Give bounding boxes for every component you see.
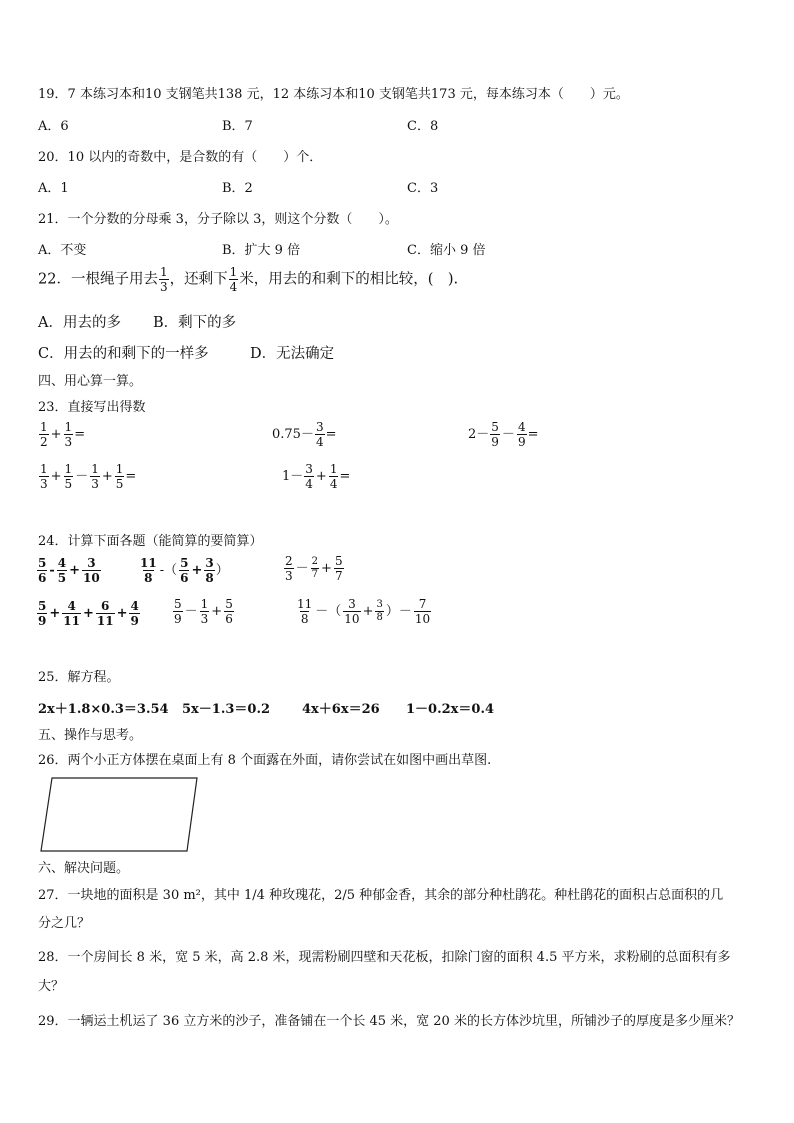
fraction-denominator: 8 (144, 571, 153, 585)
q27-line-1: 27．一块地的面积是 30 m²，其中 1/4 种玫瑰花，2/5 种郁金香，其余的部分种杜鹃花。种杜鹃花的面积占总面积的几 (38, 888, 724, 903)
q23-expr-5 (282, 463, 350, 490)
fraction-numerator: 7 (418, 597, 427, 611)
fraction (414, 598, 431, 625)
fraction-numerator: 1 (40, 462, 48, 476)
fraction-numerator: 4 (130, 599, 139, 613)
fraction-denominator: 5 (115, 477, 124, 491)
q22-suffix: 米，用去的和剩下的相比较，( ). (239, 271, 459, 288)
q24-expr-5 (172, 598, 235, 625)
fraction-numerator: 1 (91, 462, 99, 476)
operator: + (211, 604, 223, 619)
fraction (329, 463, 339, 490)
fraction (64, 421, 74, 448)
q23-expr-1 (38, 421, 85, 448)
fraction (82, 557, 101, 584)
fraction-denominator: 6 (38, 571, 47, 585)
expr-lead: 1－ (282, 469, 304, 484)
fraction-numerator: 2 (311, 556, 319, 567)
q26-parallelogram-figure (37, 776, 207, 854)
fraction (39, 421, 49, 448)
q27-line-2: 分之几？ (38, 916, 91, 931)
operator: + (69, 563, 81, 578)
fraction (490, 421, 500, 448)
fraction-numerator: 3 (348, 597, 356, 611)
fraction-denominator: 11 (63, 614, 80, 628)
fraction-numerator: 5 (225, 597, 233, 611)
fraction-denominator: 10 (83, 571, 100, 585)
fraction-numerator: 4 (517, 420, 526, 434)
fraction-numerator: 11 (140, 556, 157, 570)
q22-option-b: B．剩下的多 (153, 315, 237, 331)
q20-option-a: A．1 (38, 181, 69, 196)
fraction-denominator: 3 (40, 477, 48, 491)
fraction (96, 600, 115, 627)
fraction-denominator: 8 (205, 571, 214, 585)
q20-option-c: C．3 (407, 181, 439, 196)
fraction-numerator: 5 (38, 599, 47, 613)
expr-lead: 0.75－ (272, 427, 314, 442)
fraction-denominator: 7 (311, 569, 319, 580)
operator: + (50, 427, 62, 442)
q24-expr-3 (283, 555, 345, 582)
operator: － (184, 604, 198, 619)
operator: － (75, 469, 89, 484)
operator: + (191, 563, 203, 578)
q19-option-c: C．8 (407, 119, 439, 134)
q19-option-b: B．7 (222, 119, 253, 134)
fraction (204, 557, 214, 584)
q24-expr-1 (36, 557, 102, 584)
fraction-denominator: 3 (64, 435, 73, 449)
q23-expr-2 (272, 421, 337, 448)
fraction (129, 600, 139, 627)
fraction-denominator: 6 (225, 612, 233, 626)
fraction (37, 600, 47, 627)
fraction-denominator: 4 (305, 477, 313, 491)
fraction-numerator: 3 (87, 556, 96, 570)
fraction-denominator: 3 (91, 477, 99, 491)
fraction (343, 598, 360, 625)
fraction-numerator: 3 (305, 462, 313, 476)
q22-prefix: 22．一根绳子用去 (38, 271, 158, 288)
fraction (57, 557, 67, 584)
q20-option-b: B．2 (222, 181, 253, 196)
q23-expr-3 (468, 421, 538, 448)
fraction-denominator: 5 (57, 571, 67, 585)
fraction-numerator: 5 (491, 420, 499, 434)
q22-middle: ，还剩下 (169, 271, 228, 288)
q26-text: 26．两个小正方体摆在桌面上有 8 个面露在外面，请你尝试在如图中画出草图. (38, 753, 492, 768)
fraction (375, 600, 383, 623)
fraction-denominator: 9 (130, 614, 139, 628)
fraction (37, 557, 47, 584)
equals-sign: = (339, 469, 351, 484)
fraction-numerator: 3 (315, 420, 324, 434)
section-4-heading: 四、用心算一算。 (38, 374, 143, 389)
parallelogram-shape (41, 778, 197, 851)
q19-text: 19．7 本练习本和10 支钢笔共138 元，12 本练习本和10 支钢笔共173 元，每本练习本（ ）元。 (38, 87, 629, 102)
q21-text: 21．一个分数的分母乘 3，分子除以 3，则这个分数（ ）。 (38, 212, 398, 227)
fraction (139, 557, 158, 584)
fraction-numerator: 1 (64, 462, 73, 476)
fraction-denominator: 8 (300, 612, 309, 626)
fraction (179, 557, 189, 584)
q21-option-b: B．扩大 9 倍 (222, 243, 301, 258)
operator: － (295, 561, 309, 576)
operator: + (50, 469, 62, 484)
fraction-denominator: 8 (376, 612, 383, 623)
equals-sign: = (74, 427, 86, 442)
q21-option-a: A．不变 (38, 243, 87, 258)
fraction-denominator: 9 (174, 612, 182, 626)
q23-expr-4 (38, 463, 136, 490)
fraction (315, 421, 325, 448)
fraction-numerator: 1 (115, 462, 124, 476)
fraction-numerator: 1 (40, 420, 48, 434)
q22-option-d: D．无法确定 (250, 346, 335, 362)
fraction-denominator: 3 (285, 569, 293, 583)
section-6-heading: 六、解决问题。 (38, 861, 130, 876)
fraction (517, 421, 527, 448)
operator: + (362, 604, 374, 619)
fraction-denominator: 4 (329, 477, 338, 491)
fraction-numerator: 6 (101, 599, 110, 613)
fraction-denominator: 7 (334, 569, 343, 583)
fraction (311, 557, 319, 580)
fraction (90, 463, 100, 490)
operator: - (49, 563, 55, 578)
fraction-numerator: 4 (67, 599, 76, 613)
operator: + (315, 469, 327, 484)
q22-stem (38, 266, 458, 293)
close-paren: ） (215, 563, 229, 578)
fraction-denominator: 6 (180, 571, 189, 585)
fraction (200, 598, 210, 625)
q25-title: 25．解方程。 (38, 670, 120, 685)
fraction-numerator: 5 (334, 554, 343, 568)
q25-equation-2: 5x－1.3＝0.2 (182, 702, 271, 717)
fraction (304, 463, 314, 490)
fraction-denominator: 3 (159, 280, 168, 294)
operator: + (82, 606, 94, 621)
equals-sign: = (325, 427, 337, 442)
equals-sign: = (527, 427, 539, 442)
fraction-numerator: 1 (329, 462, 338, 476)
fraction (115, 463, 125, 490)
q25-equation-1: 2x＋1.8×0.3＝3.54 (38, 702, 169, 717)
fraction-denominator: 5 (64, 477, 73, 491)
fraction-denominator: 10 (344, 612, 360, 626)
q24-expr-2 (138, 557, 229, 584)
q23-title: 23．直接写出得数 (38, 400, 146, 415)
fraction-denominator: 10 (414, 612, 431, 626)
operator: + (116, 606, 128, 621)
operator: + (321, 561, 332, 576)
fraction-numerator: 1 (229, 265, 238, 279)
fraction-numerator: 1 (64, 420, 73, 434)
operator: － (501, 427, 515, 442)
operator: + (49, 606, 61, 621)
fraction (224, 598, 234, 625)
q25-equation-4: 1－0.2x＝0.4 (406, 702, 495, 717)
q29-text: 29．一辆运土机运了 36 立方米的沙子，准备铺在一个长 45 米，宽 20 米的长方体沙坑里，所铺沙子的厚度是多少厘米？ (38, 1014, 740, 1029)
q22-option-c: C．用去的和剩下的一样多 (38, 346, 209, 362)
section-5-heading: 五、操作与思考。 (38, 728, 143, 743)
fraction-numerator: 3 (205, 556, 214, 570)
q22-fraction-used (159, 266, 169, 293)
fraction (62, 600, 81, 627)
fraction (296, 598, 313, 625)
fraction-numerator: 3 (376, 599, 383, 610)
operator: －（ (315, 604, 342, 619)
q22-option-a: A．用去的多 (38, 315, 121, 331)
fraction (64, 463, 74, 490)
operator: + (101, 469, 113, 484)
fraction-numerator: 2 (285, 554, 293, 568)
fraction-numerator: 4 (57, 556, 67, 570)
fraction (173, 598, 183, 625)
operator: -（ (159, 563, 178, 578)
q24-expr-4 (36, 600, 141, 627)
operator: ）－ (385, 604, 412, 619)
q19-option-a: A．6 (38, 119, 69, 134)
q21-option-c: C．缩小 9 倍 (407, 243, 486, 258)
q20-text: 20．10 以内的奇数中，是合数的有（ ）个． (38, 150, 323, 165)
fraction-denominator: 2 (40, 435, 48, 449)
fraction-denominator: 4 (315, 435, 324, 449)
fraction (334, 555, 344, 582)
fraction (39, 463, 49, 490)
expr-lead: 2－ (468, 427, 490, 442)
q24-expr-6 (295, 598, 432, 625)
fraction-numerator: 1 (159, 265, 168, 279)
q25-equation-3: 4x＋6x＝26 (302, 702, 380, 717)
fraction-numerator: 5 (180, 556, 189, 570)
fraction-denominator: 9 (517, 435, 526, 449)
q28-line-2: 大？ (38, 979, 65, 994)
fraction-denominator: 9 (491, 435, 499, 449)
fraction-denominator: 3 (200, 612, 209, 626)
fraction-denominator: 11 (96, 614, 114, 628)
q24-title: 24．计算下面各题（能简算的要简算） (38, 534, 263, 549)
fraction (284, 555, 294, 582)
q28-line-1: 28．一个房间长 8 米，宽 5 米，高 2.8 米，现需粉刷四壁和天花板，扣除门窗的面积 4.5 平方米，求粉刷的总面积有多 (38, 950, 731, 965)
fraction-denominator: 4 (229, 280, 238, 294)
fraction-denominator: 9 (38, 614, 47, 628)
fraction-numerator: 11 (297, 597, 313, 611)
q22-fraction-left (229, 266, 239, 293)
equals-sign: = (125, 469, 137, 484)
fraction-numerator: 5 (38, 556, 47, 570)
fraction-numerator: 5 (174, 597, 182, 611)
fraction-numerator: 1 (200, 597, 209, 611)
